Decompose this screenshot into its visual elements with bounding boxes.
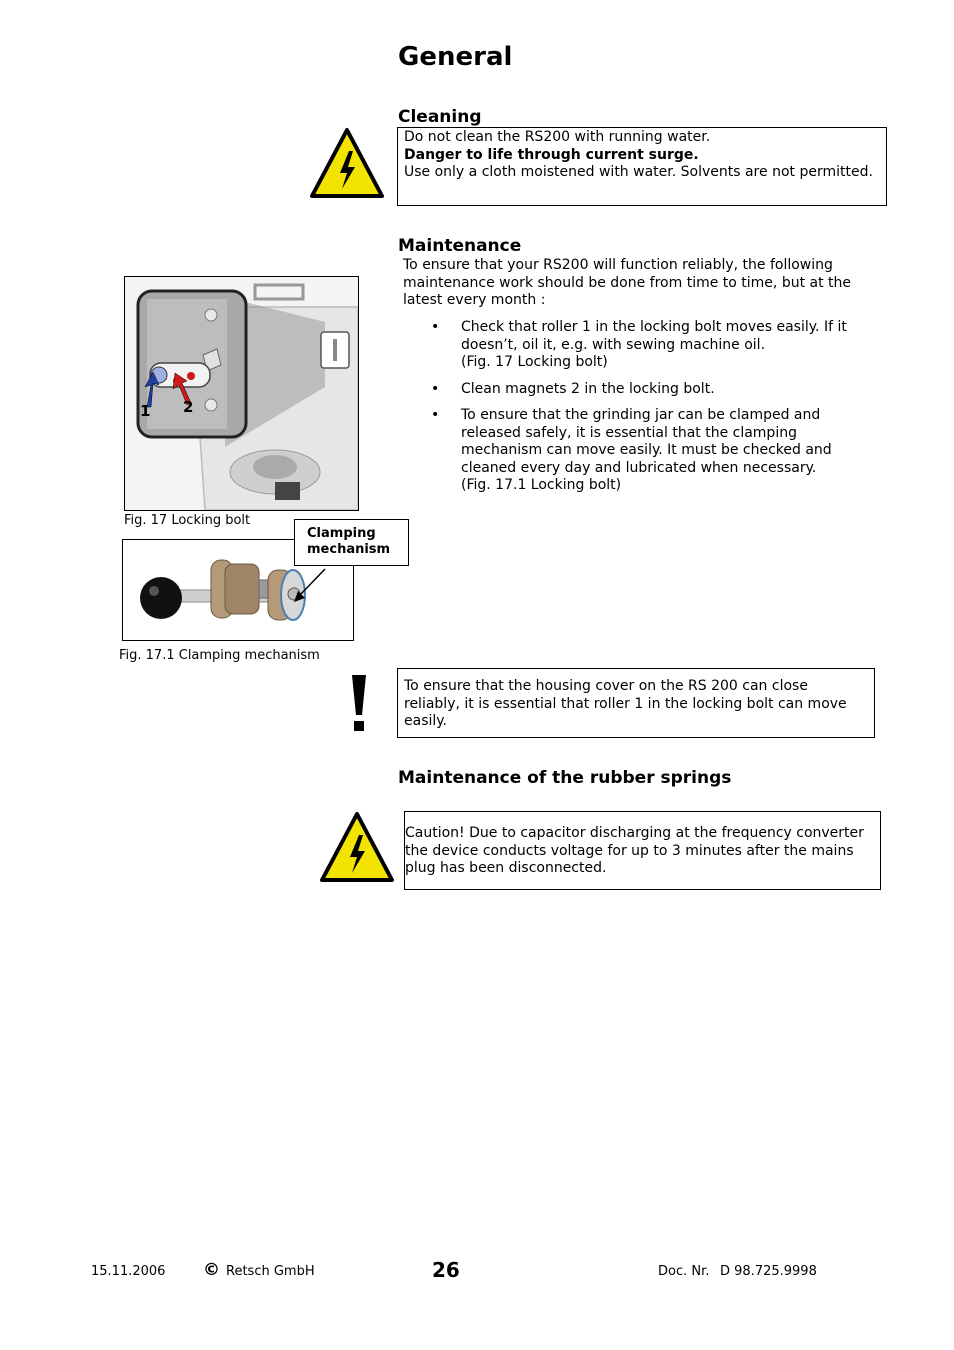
maintenance-note-box: To ensure that the housing cover on the RS 200 can close reliably, it is essential that roller 1 in the locking bolt can move easily.: [397, 668, 875, 738]
list-item-ref: (Fig. 17.1 Locking bolt): [461, 477, 622, 493]
rubber-springs-heading: Maintenance of the rubber springs: [398, 768, 732, 788]
caution-box: Caution! Due to capacitor discharging at the frequency converter the device conducts voltage for up to 3 minutes after the mains plug has been disconnected.: [404, 811, 881, 890]
list-item-text: • Clean magnets 2 in the locking bolt.: [461, 380, 715, 397]
list-item-ref: (Fig. 17 Locking bolt): [461, 354, 608, 370]
copyright-icon: ©: [203, 1260, 220, 1280]
cleaning-line-1: Do not clean the RS200 with running water.: [404, 129, 711, 145]
fig171-caption: Fig. 17.1 Clamping mechanism: [119, 648, 320, 663]
list-item: [403, 381, 873, 399]
list-item: [403, 407, 873, 495]
cleaning-heading: Cleaning: [398, 107, 482, 127]
exclamation-icon: [350, 675, 368, 733]
cleaning-warning-box: [397, 127, 887, 206]
cleaning-line-3: Use only a cloth moistened with water. Solvents are not permitted.: [404, 164, 873, 180]
electric-hazard-icon: [319, 811, 395, 883]
footer-doc-label: Doc. Nr.: [658, 1264, 710, 1279]
footer-date: 15.11.2006: [91, 1264, 166, 1279]
list-item: [403, 319, 873, 372]
footer-company: Retsch GmbH: [226, 1264, 315, 1279]
fig17-label-1: 1: [140, 402, 151, 420]
maintenance-intro: To ensure that your RS200 will function reliably, the following maintenance work should be done from time to time, but at the latest every month :: [403, 257, 852, 308]
page-number: 26: [432, 1258, 460, 1282]
list-item-text: • Check that roller 1 in the locking bolt moves easily. If it doesn’t, oil it, e.g. with sewing machine oil.: [461, 319, 847, 353]
maintenance-list: [403, 319, 873, 504]
fig17-label-2: 2: [183, 398, 194, 416]
list-item-text: • To ensure that the grinding jar can be clamped and released safely, it is essential that the clamping mechanism can move easily. It must be checked and cleaned every day and lubricated when necessary.: [461, 407, 832, 476]
maintenance-heading: Maintenance: [398, 236, 522, 256]
fig17-locking-bolt-image: [124, 276, 359, 511]
callout-arrow-icon: [290, 566, 330, 606]
footer-doc-number: D 98.725.9998: [720, 1264, 817, 1279]
clamping-mechanism-callout: Clamping mechanism: [294, 519, 409, 566]
fig17-caption: Fig. 17 Locking bolt: [124, 513, 251, 528]
cleaning-line-2: Danger to life through current surge.: [404, 146, 699, 163]
page-title: General: [398, 42, 513, 72]
electric-hazard-icon: [309, 127, 385, 199]
